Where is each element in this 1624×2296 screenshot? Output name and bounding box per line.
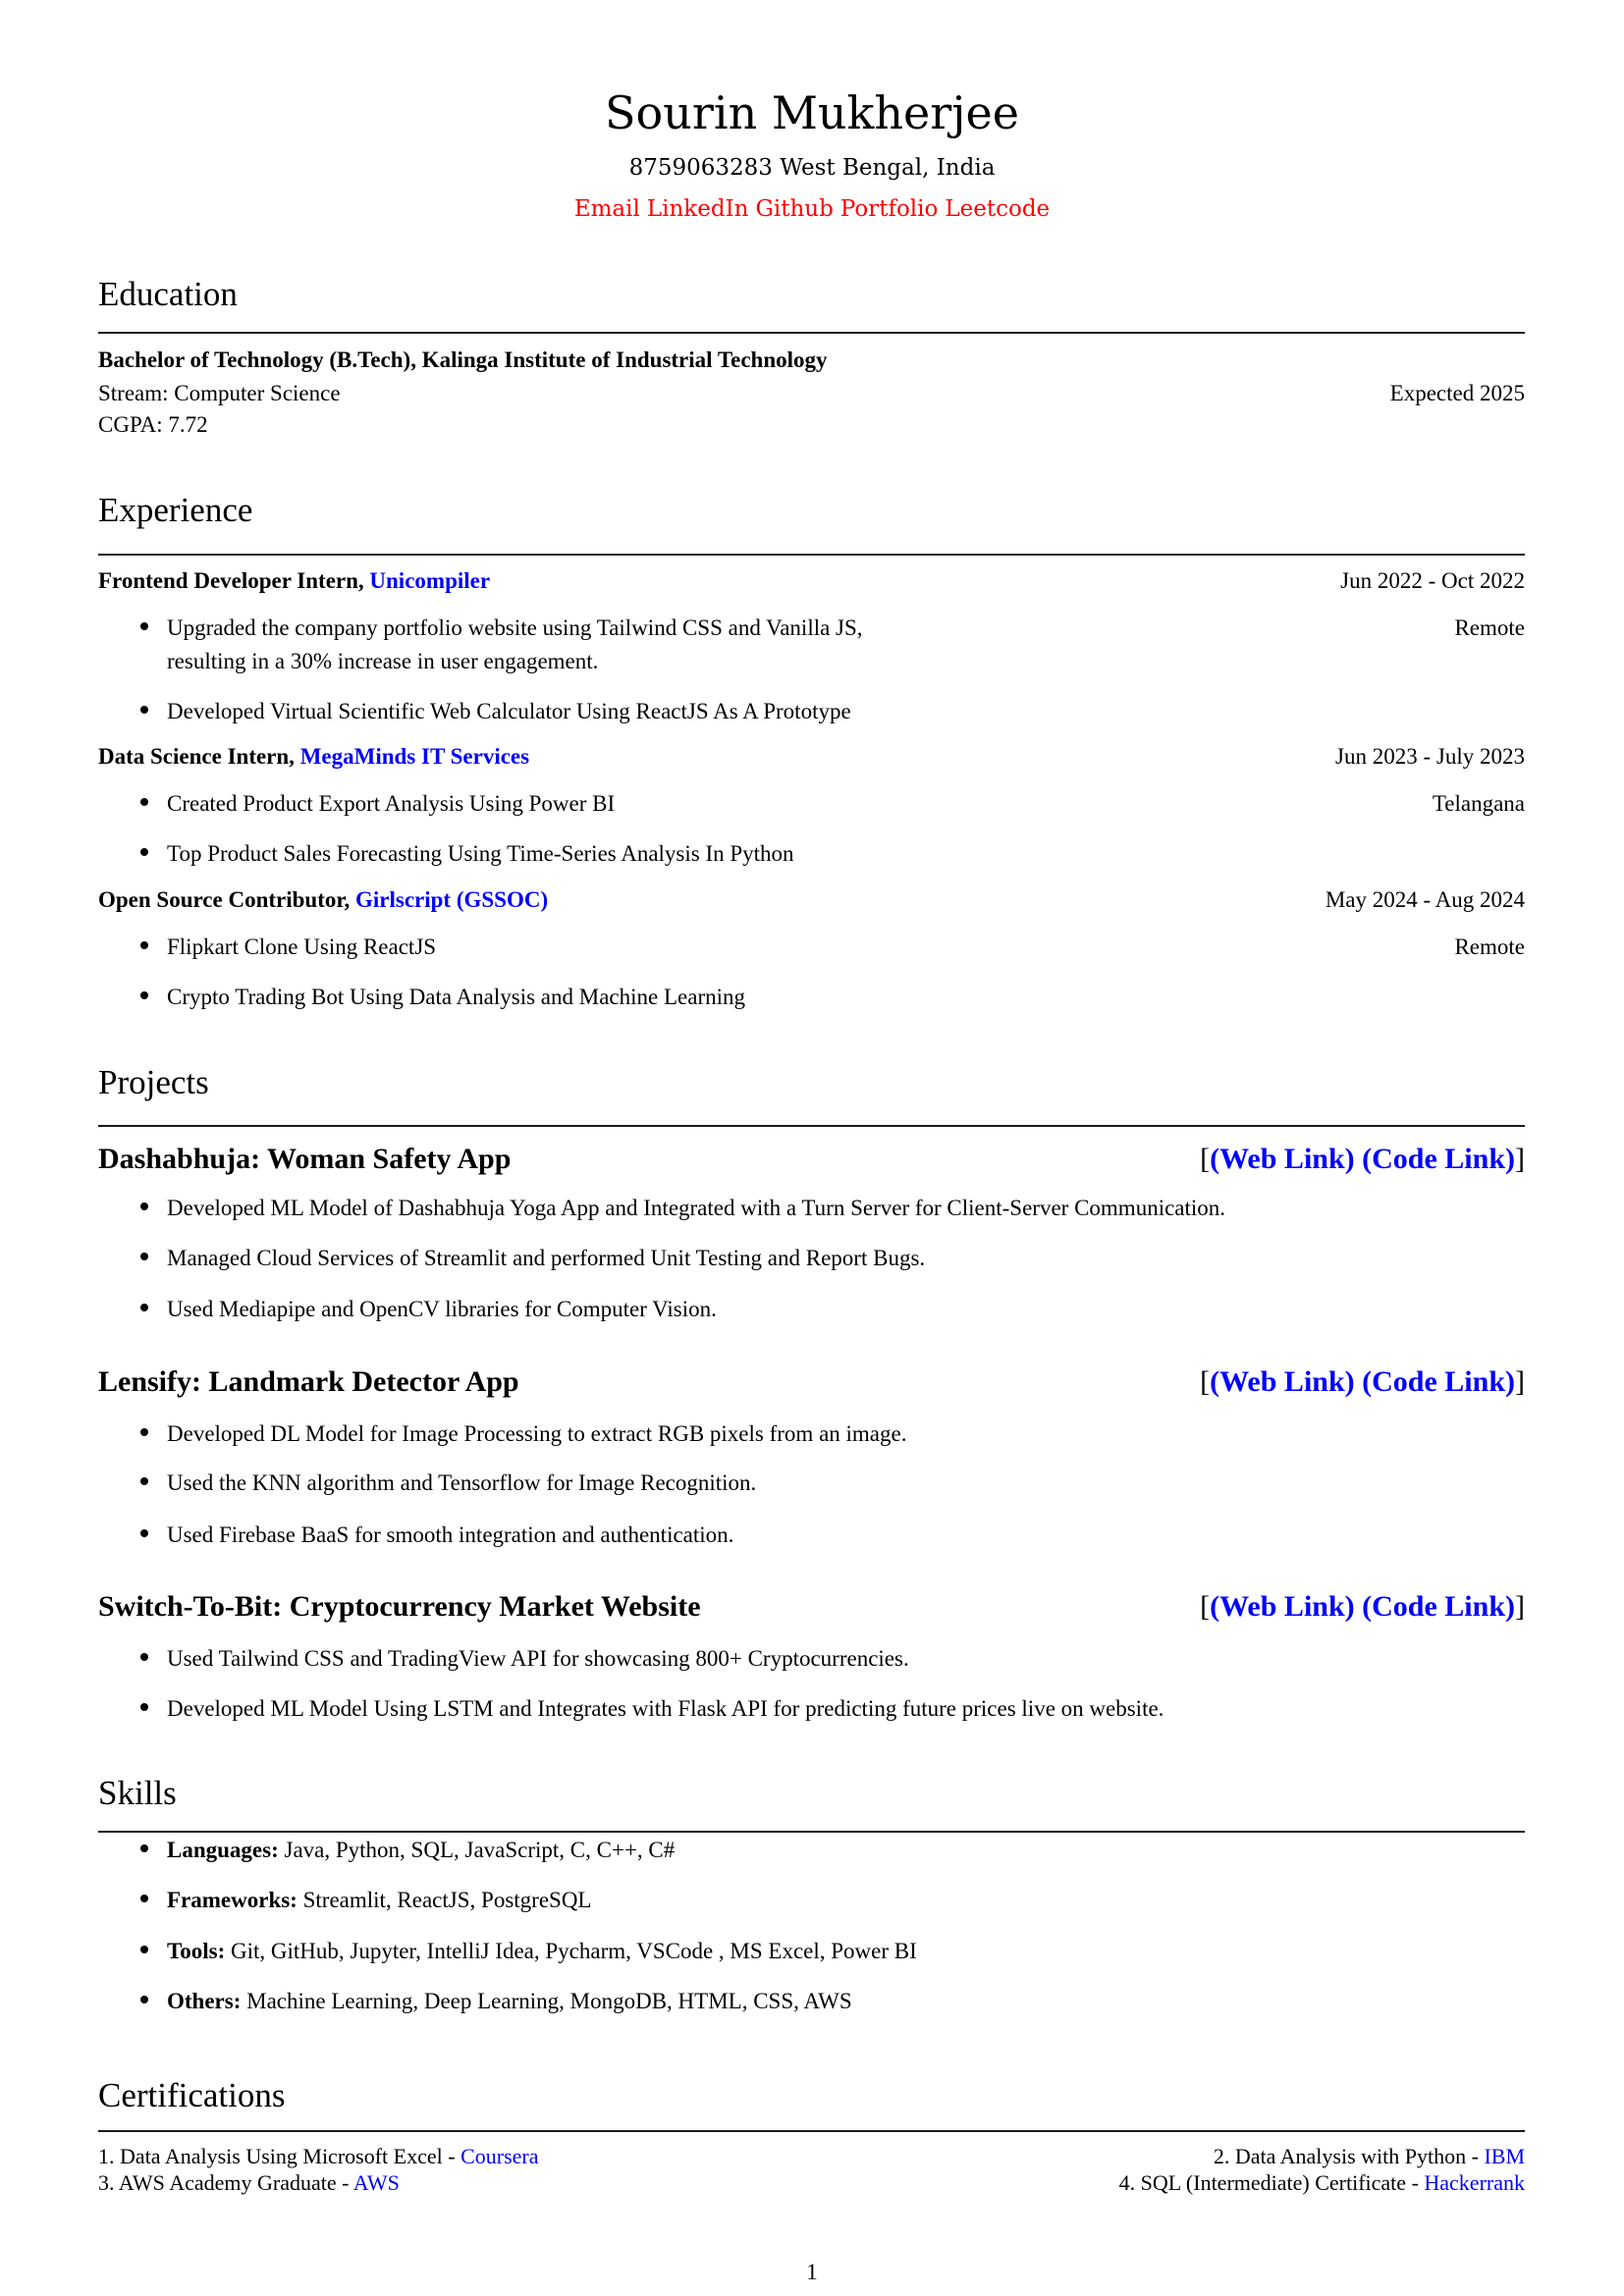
bullet-icon xyxy=(140,1946,148,1953)
web-link[interactable]: (Web Link) xyxy=(1210,1365,1355,1398)
project-links: [(Web Link) (Code Link)] xyxy=(1200,1365,1525,1398)
project-bullet: Used Firebase BaaS for smooth integration and authentication. xyxy=(167,1522,734,1547)
leetcode-link[interactable]: Leetcode xyxy=(945,196,1051,222)
certification-item: 3. AWS Academy Graduate - AWS xyxy=(98,2170,400,2195)
project-bullet: Developed ML Model Using LSTM and Integrates with Flask API for predicting future prices live on website. xyxy=(167,1696,1164,1721)
certification-item: 1. Data Analysis Using Microsoft Excel - Coursera xyxy=(98,2144,539,2168)
code-link[interactable]: (Code Link) xyxy=(1362,1143,1515,1175)
github-link[interactable]: Github xyxy=(755,196,834,222)
bullet-icon xyxy=(140,1653,148,1661)
bullet-icon xyxy=(140,1304,148,1311)
experience-bullet: Developed Virtual Scientific Web Calculator Using ReactJS As A Prototype xyxy=(167,699,851,723)
company-link[interactable]: Unicompiler xyxy=(369,568,491,593)
experience-bullet: Crypto Trading Bot Using Data Analysis and Machine Learning xyxy=(167,985,745,1009)
skill-item xyxy=(167,1889,591,1911)
experience-dates: Jun 2023 - July 2023 xyxy=(1335,744,1525,769)
portfolio-link[interactable]: Portfolio xyxy=(839,196,939,222)
education-stream: Stream: Computer Science xyxy=(98,381,341,405)
section-divider xyxy=(98,1125,1525,1127)
skill-value: Git, GitHub, Jupyter, IntelliJ Idea, Pycharm, VSCode , MS Excel, Power BI xyxy=(230,1939,917,1963)
experience-bullet: Upgraded the company portfolio website using Tailwind CSS and Vanilla JS, xyxy=(167,615,863,640)
project-bullet: Developed DL Model for Image Processing to extract RGB pixels from an image. xyxy=(167,1421,907,1446)
experience-bullet: Created Product Export Analysis Using Power BI xyxy=(167,791,616,816)
experience-location: Remote xyxy=(1454,615,1525,640)
resume-name: Sourin Mukherjee xyxy=(605,86,1019,139)
project-bullet: Used Tailwind CSS and TradingView API for showcasing 800+ Cryptocurrencies. xyxy=(167,1646,909,1671)
skill-value: Java, Python, SQL, JavaScript, C, C++, C# xyxy=(284,1838,676,1862)
bullet-icon xyxy=(140,622,148,630)
skill-item xyxy=(167,1839,675,1861)
bullet-icon xyxy=(140,1996,148,2003)
experience-role: Data Science Intern, xyxy=(98,744,295,769)
section-divider xyxy=(98,332,1525,334)
bullet-icon xyxy=(140,1428,148,1436)
issuer-link[interactable]: IBM xyxy=(1484,2144,1525,2168)
experience-bullet-cont: resulting in a 30% increase in user engagement. xyxy=(167,649,599,673)
company-link[interactable]: MegaMinds IT Services xyxy=(299,744,530,769)
education-degree: Bachelor of Technology (B.Tech), Kalinga Institute of Industrial Technology xyxy=(98,347,828,372)
bullet-icon xyxy=(140,941,148,949)
experience-bullet: Flipkart Clone Using ReactJS xyxy=(167,934,437,959)
section-heading-skills: Skills xyxy=(98,1774,177,1812)
experience-dates: May 2024 - Aug 2024 xyxy=(1325,887,1525,912)
page-number: 1 xyxy=(806,2260,818,2284)
bullet-icon xyxy=(140,798,148,806)
bullet-icon xyxy=(140,991,148,999)
bullet-icon xyxy=(140,706,148,714)
code-link[interactable]: (Code Link) xyxy=(1362,1590,1515,1623)
project-links: [(Web Link) (Code Link)] xyxy=(1200,1143,1525,1175)
project-bullet: Managed Cloud Services of Streamlit and performed Unit Testing and Report Bugs. xyxy=(167,1246,926,1270)
project-title: Switch-To-Bit: Cryptocurrency Market Website xyxy=(98,1590,701,1623)
code-link[interactable]: (Code Link) xyxy=(1362,1365,1515,1398)
skill-label: Languages: xyxy=(167,1838,279,1862)
bullet-icon xyxy=(140,1844,148,1852)
project-title: Dashabhuja: Woman Safety App xyxy=(98,1143,512,1175)
education-cgpa: CGPA: 7.72 xyxy=(98,412,208,437)
experience-title xyxy=(98,888,548,911)
project-bullet: Used the KNN algorithm and Tensorflow for Image Recognition. xyxy=(167,1470,757,1495)
web-link[interactable]: (Web Link) xyxy=(1210,1143,1355,1175)
skill-label: Others: xyxy=(167,1989,242,2013)
skill-value: Streamlit, ReactJS, PostgreSQL xyxy=(302,1888,592,1912)
project-links: [(Web Link) (Code Link)] xyxy=(1200,1590,1525,1623)
section-heading-certifications: Certifications xyxy=(98,2076,286,2114)
issuer-link[interactable]: Hackerrank xyxy=(1424,2170,1525,2195)
web-link[interactable]: (Web Link) xyxy=(1210,1590,1355,1623)
section-heading-experience: Experience xyxy=(98,491,253,529)
experience-dates: Jun 2022 - Oct 2022 xyxy=(1340,568,1525,593)
skill-label: Tools: xyxy=(167,1939,226,1963)
bullet-icon xyxy=(140,1895,148,1902)
bullet-icon xyxy=(140,1477,148,1485)
education-expected: Expected 2025 xyxy=(1389,381,1525,405)
skill-item xyxy=(167,1990,852,2012)
bullet-icon xyxy=(140,1253,148,1260)
linkedin-link[interactable]: LinkedIn xyxy=(646,196,749,222)
project-bullet: Developed ML Model of Dashabhuja Yoga App and Integrated with a Turn Server for Client-Server Communication. xyxy=(167,1196,1226,1220)
certification-item: 2. Data Analysis with Python - IBM xyxy=(1213,2144,1525,2168)
experience-role: Frontend Developer Intern, xyxy=(98,568,364,593)
section-divider xyxy=(98,1831,1525,1833)
contact-info: 8759063283 West Bengal, India xyxy=(628,155,996,181)
header-links xyxy=(0,198,1624,221)
experience-location: Telangana xyxy=(1432,791,1525,816)
section-divider xyxy=(98,2130,1525,2132)
project-bullet: Used Mediapipe and OpenCV libraries for Computer Vision. xyxy=(167,1297,717,1321)
skill-item xyxy=(167,1940,917,1962)
project-title: Lensify: Landmark Detector App xyxy=(98,1365,519,1398)
section-heading-education: Education xyxy=(98,275,238,313)
bullet-icon xyxy=(140,1703,148,1711)
skill-value: Machine Learning, Deep Learning, MongoDB, HTML, CSS, AWS xyxy=(246,1989,852,2013)
certification-item: 4. SQL (Intermediate) Certificate - Hackerrank xyxy=(1118,2170,1525,2195)
section-heading-projects: Projects xyxy=(98,1063,209,1101)
issuer-link[interactable]: AWS xyxy=(352,2170,400,2195)
experience-bullet: Top Product Sales Forecasting Using Time-Series Analysis In Python xyxy=(167,841,794,866)
experience-location: Remote xyxy=(1454,934,1525,959)
bullet-icon xyxy=(140,1202,148,1210)
experience-title xyxy=(98,569,490,592)
bullet-icon xyxy=(140,1529,148,1537)
experience-title xyxy=(98,745,529,768)
company-link[interactable]: Girlscript (GSSOC) xyxy=(354,887,549,912)
skill-label: Frameworks: xyxy=(167,1888,298,1912)
bullet-icon xyxy=(140,848,148,856)
issuer-link[interactable]: Coursera xyxy=(460,2144,539,2168)
section-divider xyxy=(98,554,1525,556)
experience-role: Open Source Contributor, xyxy=(98,887,351,912)
email-link[interactable]: Email xyxy=(573,196,640,222)
